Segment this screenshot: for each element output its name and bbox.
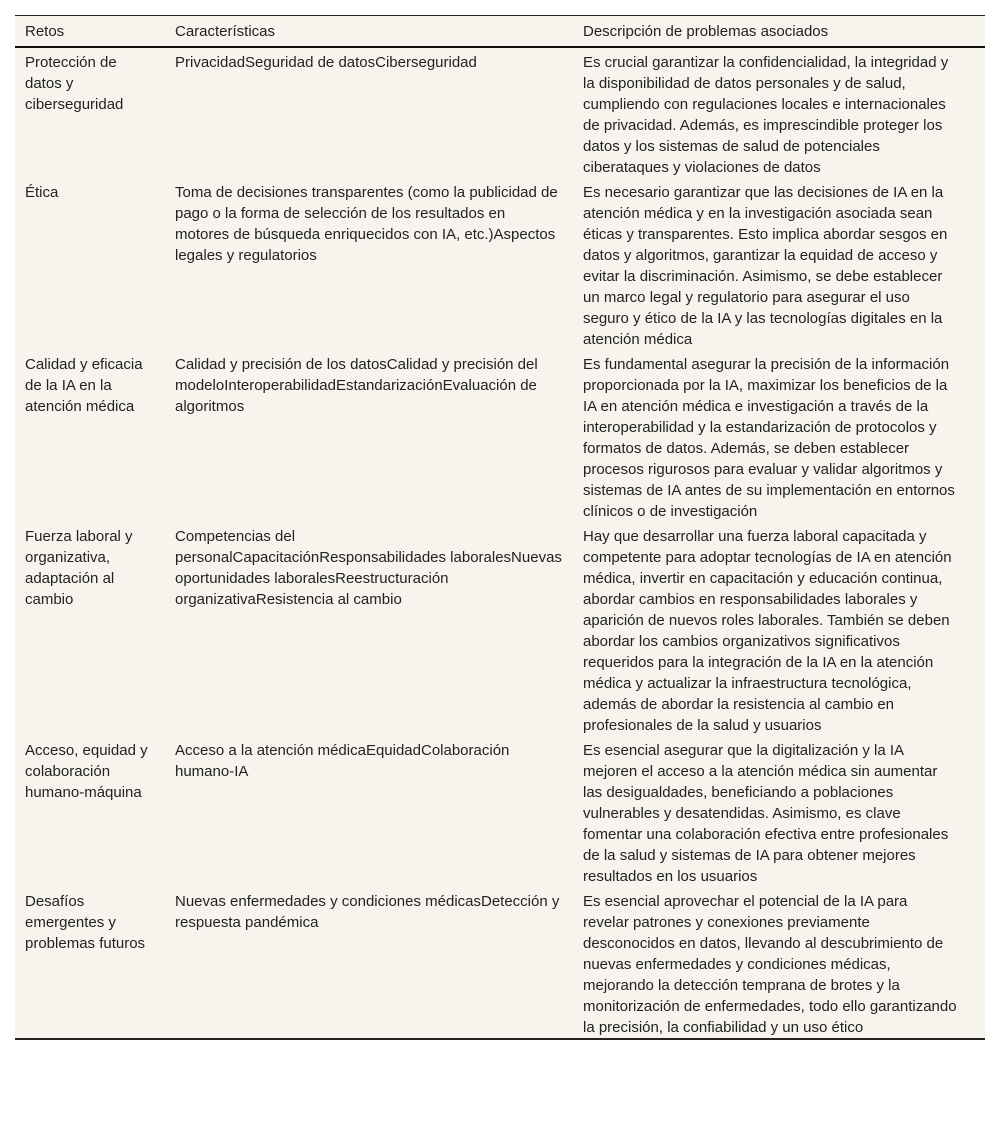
table-row — [15, 887, 985, 1039]
cell-reto: Ética — [25, 184, 59, 201]
cell-caracteristicas: Toma de decisiones transparentes (como la publicidad de pago o la forma de selección de los resultados en motores de búsqueda enriquecidos con IA, etc.)Aspectos legales y regulatorios — [175, 184, 558, 264]
cell-reto: Calidad y eficacia de la IA en la atención médica — [25, 356, 143, 415]
cell-reto: Fuerza laboral y organizativa, adaptación al cambio — [25, 528, 133, 608]
cell-descripcion: Es crucial garantizar la confidencialidad, la integridad y la disponibilidad de datos personales y de salud, cumpliendo con regulaciones locales e internacionales de privacidad. Además, es imprescindible proteger los datos y los sistemas de salud de potenciales ciberataques y violaciones de datos — [583, 54, 949, 176]
table-row — [15, 522, 985, 736]
table-row — [15, 736, 985, 887]
table-row — [15, 47, 985, 178]
cell-caracteristicas: Calidad y precisión de los datosCalidad y precisión del modeloInteroperabilidadEstandarizaciónEvaluación de algoritmos — [175, 356, 538, 415]
cell-caracteristicas: Acceso a la atención médicaEquidadColaboración humano-IA — [175, 742, 510, 780]
cell-descripcion: Es necesario garantizar que las decisiones de IA en la atención médica y en la investigación asociada sean éticas y transparentes. Esto implica abordar sesgos en datos y algoritmos, garantizar la equidad de acceso y evitar la discriminación. Asimismo, se debe establecer un marco legal y regulatorio para asegurar el uso seguro y ético de la IA y las tecnologías digitales en la atención médica — [583, 184, 948, 348]
cell-descripcion: Es esencial aprovechar el potencial de la IA para revelar patrones y conexiones previamente desconocidos en datos, llevando al descubrimiento de nuevas enfermedades y condiciones médicas, mejorando la detección temprana de brotes y la monitorización de enfermedades, todo ello garantizando la precisión, la confiabilidad y un uso ético — [583, 893, 957, 1036]
header-caracteristicas: Características — [165, 16, 573, 48]
cell-descripcion: Hay que desarrollar una fuerza laboral capacitada y competente para adoptar tecnologías de IA en atención médica, invertir en capacitación y educación continua, abordar cambios en responsabilidades laborales y aparición de nuevos roles laborales. También se deben abordar los cambios organizativos significativos requeridos para la integración de la IA en la atención médica y actualizar la infraestructura tecnológica, además de abordar la resistencia al cambio en profesionales de la salud y usuarios — [583, 528, 952, 734]
header-row — [15, 16, 985, 48]
cell-caracteristicas: Competencias del personalCapacitaciónResponsabilidades laboralesNuevas oportunidades laboralesReestructuración organizativaResistencia al cambio — [175, 528, 562, 608]
table-row — [15, 350, 985, 522]
cell-caracteristicas: Nuevas enfermedades y condiciones médicasDetección y respuesta pandémica — [175, 893, 560, 931]
table-row — [15, 178, 985, 350]
cell-reto: Protección de datos y ciberseguridad — [25, 54, 124, 113]
cell-reto: Desafíos emergentes y problemas futuros — [25, 893, 146, 952]
header-retos: Retos — [15, 16, 165, 48]
cell-descripcion: Es fundamental asegurar la precisión de la información proporcionada por la IA, maximizar los beneficios de la IA en atención médica e investigación a través de la interoperabilidad y la estandarización de protocolos y formatos de datos. Además, se deben establecer procesos rigurosos para evaluar y validar algoritmos y sistemas de IA antes de su implementación en entornos clínicos o de investigación — [583, 356, 955, 520]
cell-descripcion: Es esencial asegurar que la digitalización y la IA mejoren el acceso a la atención médica sin aumentar las desigualdades, beneficiando a poblaciones vulnerables y desatendidas. Asimismo, es clave fomentar una colaboración efectiva entre profesionales de la salud y sistemas de IA para obtener mejores resultados en los usuarios — [583, 742, 949, 885]
header-descripcion: Descripción de problemas asociados — [573, 16, 985, 48]
cell-caracteristicas: PrivacidadSeguridad de datosCiberseguridad — [175, 54, 477, 71]
challenges-table — [15, 15, 985, 1040]
cell-reto: Acceso, equidad y colaboración humano-máquina — [25, 742, 148, 801]
